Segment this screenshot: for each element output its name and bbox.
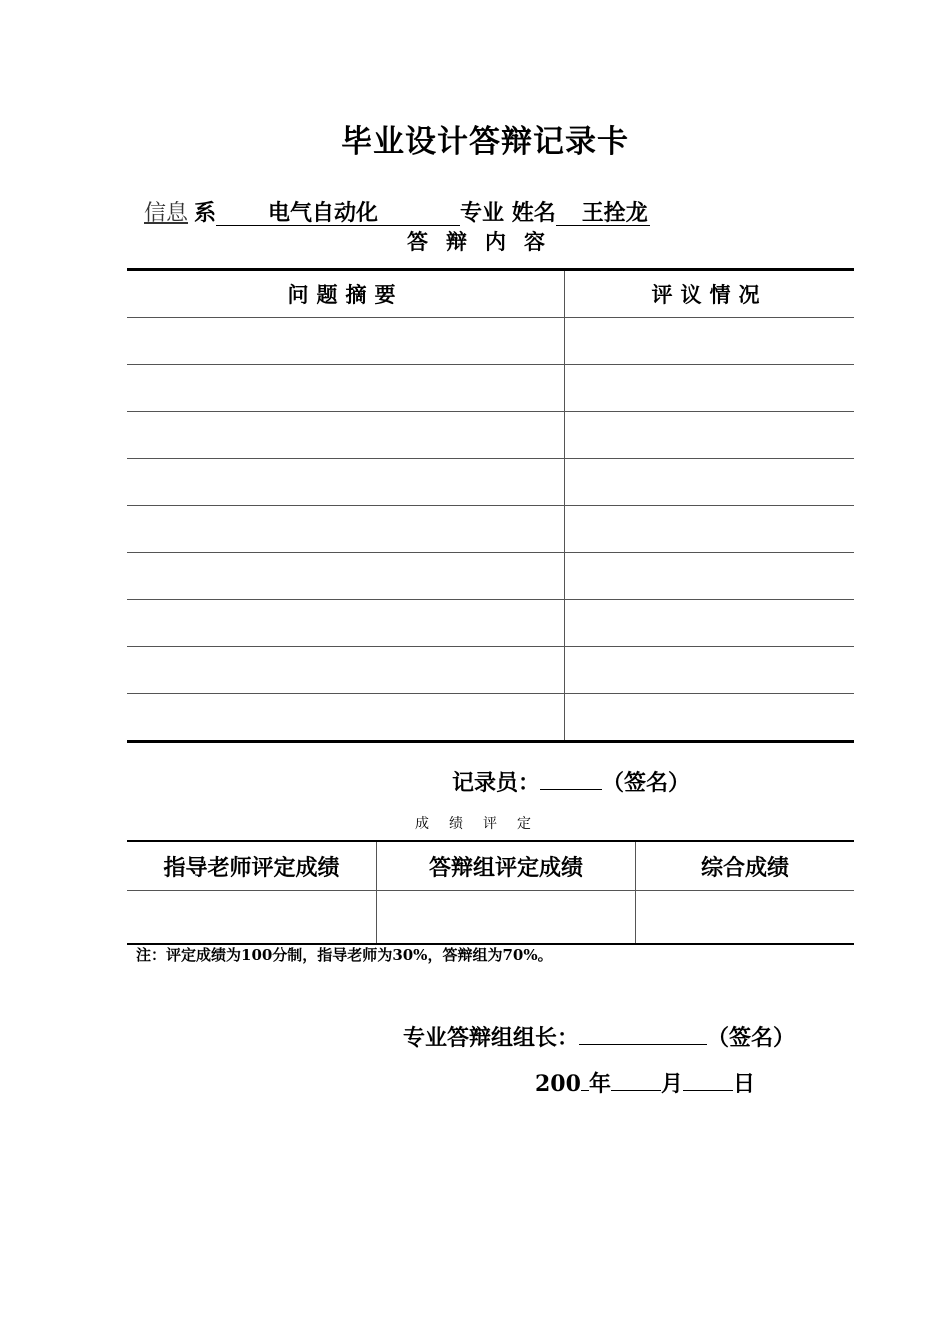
qa-cell-review[interactable] <box>565 412 855 459</box>
name-label: 姓名 <box>511 200 556 226</box>
qa-header-review: 评议情况 <box>565 270 855 318</box>
qa-cell-review[interactable] <box>565 600 855 647</box>
day-label: 日 <box>732 1071 755 1097</box>
qa-cell-review[interactable] <box>565 647 855 694</box>
table-row <box>127 694 854 742</box>
qa-cell-summary[interactable] <box>127 694 565 742</box>
grade-cell-overall[interactable] <box>636 891 855 945</box>
grade-cell-panel[interactable] <box>377 891 636 945</box>
name-value: 王拴龙 <box>556 201 650 226</box>
table-row <box>127 459 854 506</box>
dept-value: 信息 <box>144 201 189 226</box>
grade-table <box>127 840 854 945</box>
leader-signature-line <box>403 1021 795 1052</box>
leader-signature-field[interactable] <box>579 1044 707 1045</box>
qa-cell-summary[interactable] <box>127 647 565 694</box>
grading-note: 注：评定成绩为100分制，指导老师为30%，答辩组为70%。 <box>136 946 553 964</box>
grade-header-overall: 综合成绩 <box>636 841 855 891</box>
qa-cell-review[interactable] <box>565 459 855 506</box>
table-row <box>127 647 854 694</box>
qa-cell-review[interactable] <box>565 694 855 742</box>
qa-cell-summary[interactable] <box>127 412 565 459</box>
grade-header-advisor: 指导老师评定成绩 <box>127 841 377 891</box>
major-label: 专业 <box>460 200 505 226</box>
qa-table-body <box>127 318 854 742</box>
table-row <box>127 891 854 945</box>
student-info-line <box>136 196 650 227</box>
qa-cell-summary[interactable] <box>127 553 565 600</box>
qa-cell-summary[interactable] <box>127 318 565 365</box>
qa-cell-summary[interactable] <box>127 600 565 647</box>
date-line <box>535 1067 755 1098</box>
major-value: 电气自动化 <box>216 201 460 226</box>
page-title: 毕业设计答辩记录卡 <box>341 124 629 160</box>
table-row <box>127 412 854 459</box>
table-row <box>127 318 854 365</box>
qa-cell-summary[interactable] <box>127 459 565 506</box>
month-field[interactable] <box>611 1090 661 1091</box>
year-prefix: 200 <box>535 1071 581 1097</box>
qa-cell-review[interactable] <box>565 318 855 365</box>
qa-section-title: 答辩内容 <box>407 229 563 254</box>
qa-cell-review[interactable] <box>565 553 855 600</box>
qa-cell-review[interactable] <box>565 365 855 412</box>
dept-label: 系 <box>194 200 217 226</box>
table-row <box>127 506 854 553</box>
qa-cell-summary[interactable] <box>127 506 565 553</box>
qa-cell-review[interactable] <box>565 506 855 553</box>
grade-header-panel: 答辩组评定成绩 <box>377 841 636 891</box>
table-row <box>127 553 854 600</box>
leader-suffix: （签名） <box>707 1025 796 1051</box>
year-field[interactable] <box>581 1090 589 1091</box>
day-field[interactable] <box>683 1090 733 1091</box>
qa-cell-summary[interactable] <box>127 365 565 412</box>
grade-cell-advisor[interactable] <box>127 891 377 945</box>
leader-label: 专业答辩组组长： <box>403 1025 580 1051</box>
recorder-label: 记录员： <box>452 770 541 796</box>
recorder-suffix: （签名） <box>602 770 691 796</box>
month-label: 月 <box>660 1071 683 1097</box>
recorder-signature-field[interactable] <box>540 789 602 790</box>
table-row <box>127 600 854 647</box>
grade-section-title: 成绩评定 <box>415 816 551 832</box>
year-label: 年 <box>588 1071 611 1097</box>
qa-table <box>127 268 854 743</box>
recorder-signature-line <box>452 766 690 797</box>
table-row <box>127 365 854 412</box>
qa-header-summary: 问题摘要 <box>127 270 565 318</box>
